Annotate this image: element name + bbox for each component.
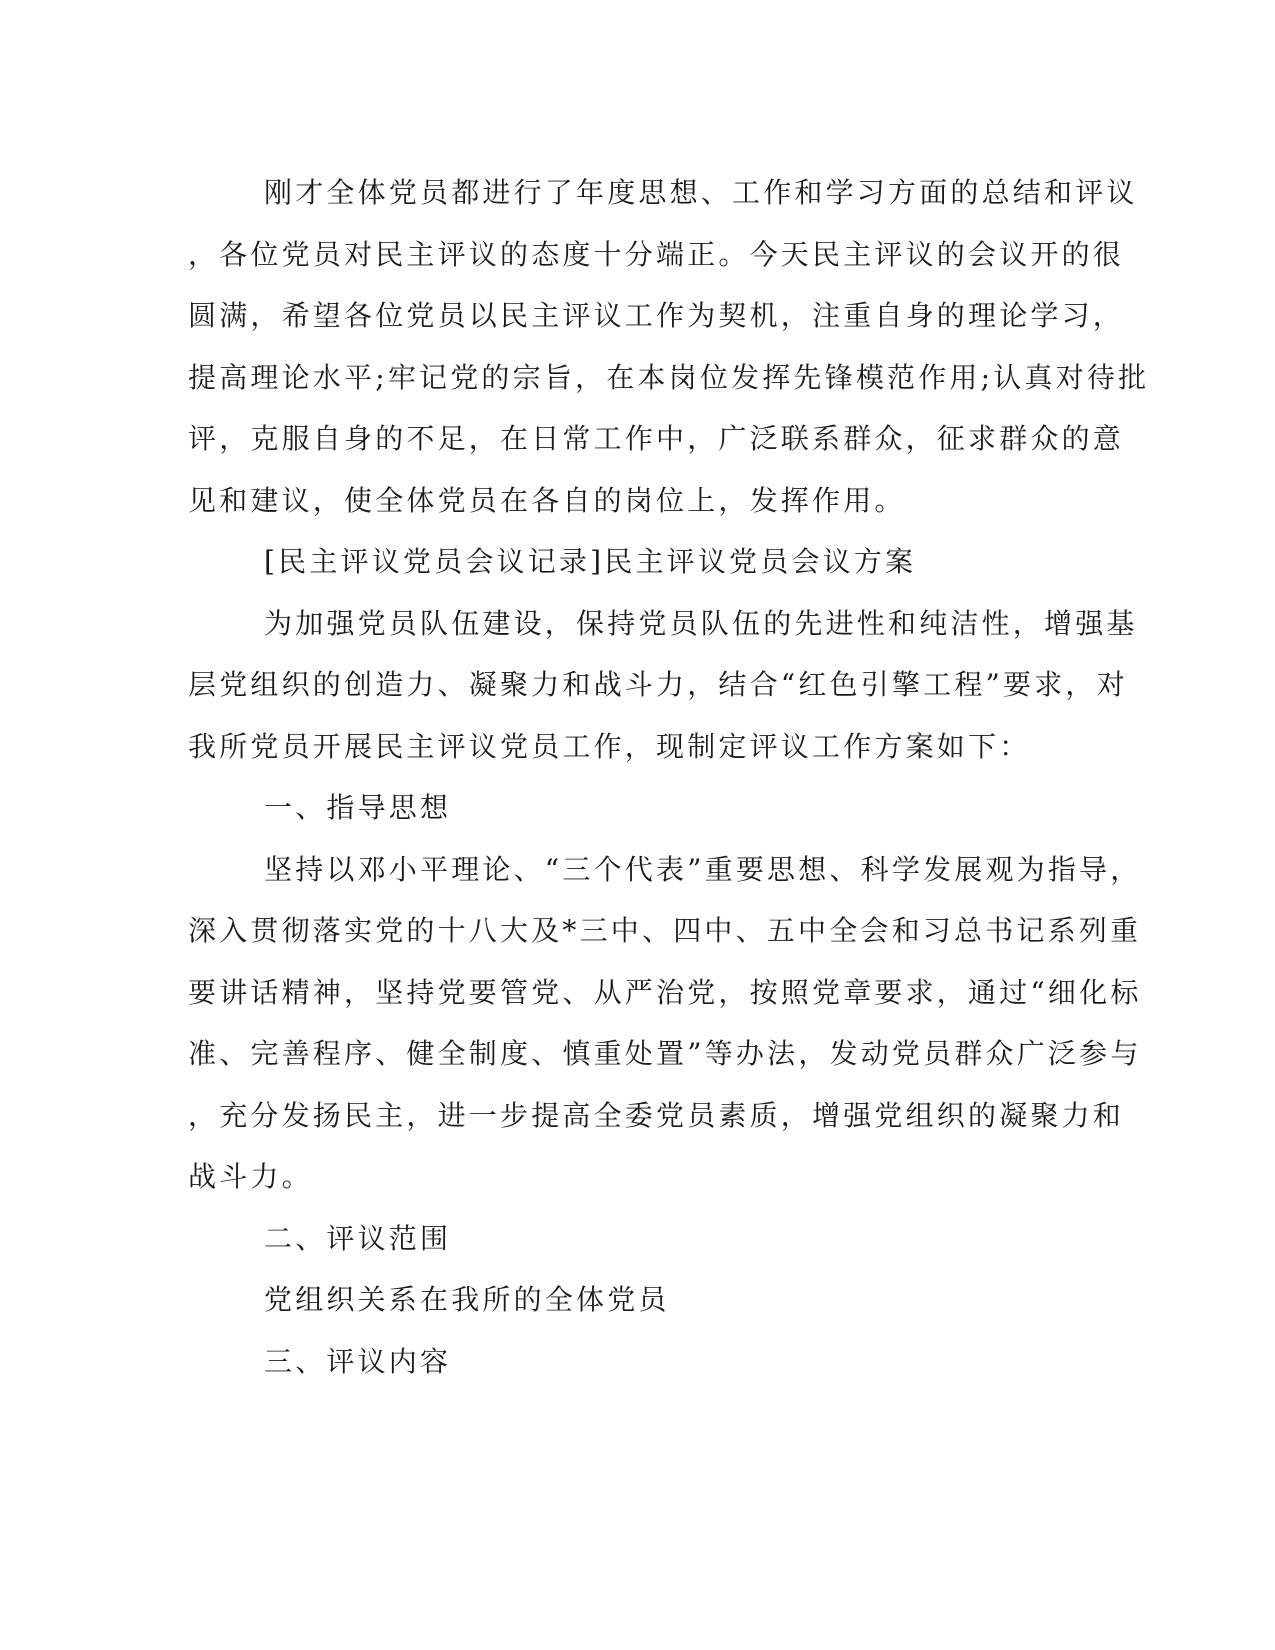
text-line: 圆满，希望各位党员以民主评议工作为契机，注重自身的理论学习， xyxy=(188,299,1125,332)
text-line: 战斗力。 xyxy=(188,1160,313,1193)
text-line: 我所党员开展民主评议党员工作，现制定评议工作方案如下： xyxy=(188,729,1031,763)
text-line: ，各位党员对民主评议的态度十分端正。今天民主评议的会议开的很 xyxy=(188,237,1125,271)
text-line: 要讲话精神，坚持党要管党、从严治党，按照党章要求，通过“细化标 xyxy=(188,975,1142,1009)
text-line: 深入贯彻落实党的十八大及*三中、四中、五中全会和习总书记系列重 xyxy=(188,914,1142,947)
text-line: 层党组织的创造力、凝聚力和战斗力，结合“红色引擎工程”要求，对 xyxy=(188,668,1128,701)
document-body xyxy=(188,162,1150,1392)
text-line: 提高理论水平;牢记党的宗旨，在本岗位发挥先锋模范作用;认真对待批 xyxy=(188,360,1150,394)
section-title: [民主评议党员会议记录]民主评议党员会议方案 xyxy=(264,545,917,578)
text-line: 坚持以邓小平理论、“三个代表”重要思想、科学发展观为指导， xyxy=(264,852,1142,886)
section-heading: 一、指导思想 xyxy=(264,791,452,824)
text-line: 党组织关系在我所的全体党员 xyxy=(264,1283,670,1316)
text-line: 评，克服自身的不足，在日常工作中，广泛联系群众，征求群众的意 xyxy=(188,422,1125,455)
section-heading: 三、评议内容 xyxy=(264,1344,452,1378)
section-heading: 二、评议范围 xyxy=(264,1221,452,1255)
text-line: 刚才全体党员都进行了年度思想、工作和学习方面的总结和评议 xyxy=(264,176,1138,209)
text-line: 准、完善程序、健全制度、慎重处置”等办法，发动党员群众广泛参与 xyxy=(188,1037,1142,1070)
text-line: 见和建议，使全体党员在各自的岗位上，发挥作用。 xyxy=(188,483,906,517)
text-line: 为加强党员队伍建设，保持党员队伍的先进性和纯洁性，增强基 xyxy=(264,606,1138,640)
text-line: ，充分发扬民主，进一步提高全委党员素质，增强党组织的凝聚力和 xyxy=(188,1098,1125,1132)
